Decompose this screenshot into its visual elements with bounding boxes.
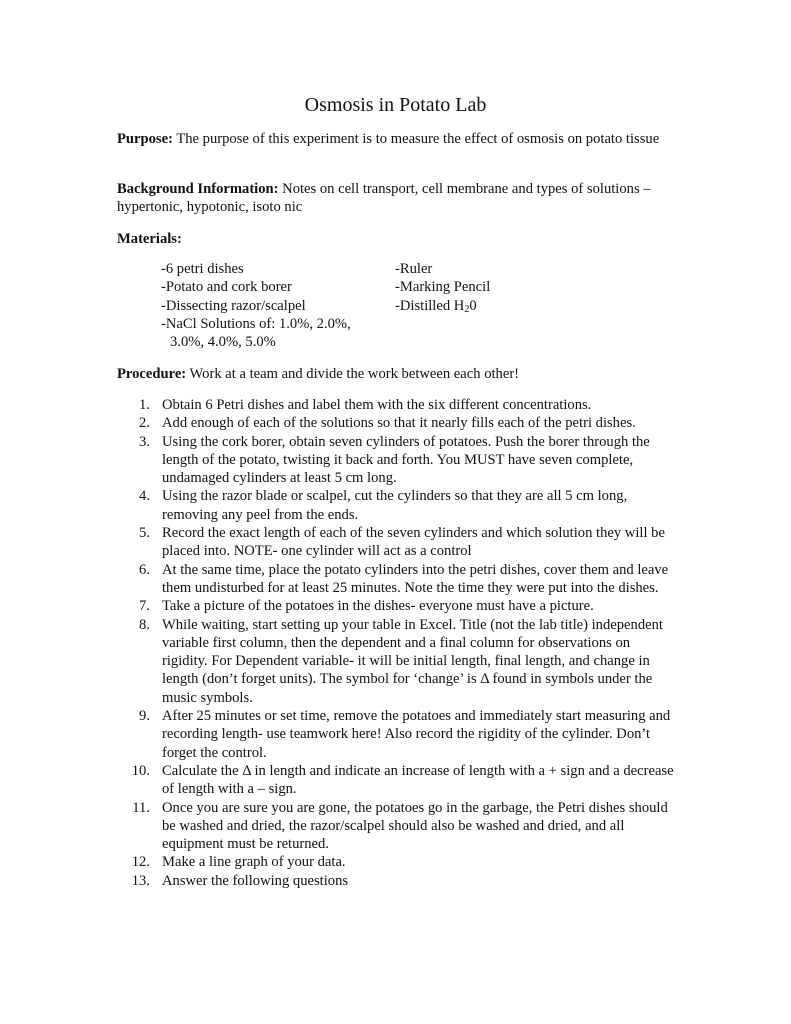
material-item: 3.0%, 4.0%, 5.0% bbox=[170, 334, 276, 351]
step-text: Obtain 6 Petri dishes and label them with the six different concentrations. bbox=[162, 397, 592, 413]
procedure-step bbox=[117, 616, 677, 707]
procedure-step bbox=[117, 396, 677, 414]
step-text: Make a line graph of your data. bbox=[162, 854, 346, 871]
step-text: While waiting, start setting up your table in Excel. Title (not the lab title) independent variable first column, then the dependent and a final column for observations on rigidity. For Dependent variable- it will be initial length, final length, and change in length (don’t forget units). The symbol for ‘change’ is Δ found in symbols under the music symbols. bbox=[162, 616, 663, 706]
step-text: Using the cork borer, obtain seven cylinders of potatoes. Push the borer through the length of the potato, twisting it back and forth. You MUST have seven complete, undamaged cylinders at least 5 cm long. bbox=[162, 433, 650, 487]
water-prefix: -Distilled H bbox=[395, 297, 465, 314]
background-paragraph bbox=[117, 180, 677, 217]
procedure-step bbox=[117, 853, 677, 871]
material-item: -Marking Pencil bbox=[395, 279, 491, 296]
procedure-step bbox=[117, 433, 677, 488]
water-suffix: 0 bbox=[469, 297, 477, 314]
step-text: After 25 minutes or set time, remove the potatoes and immediately start measuring and recording length- use teamwork here! Also record the rigidity of the cylinder. Don’t forget the control. bbox=[162, 708, 671, 761]
step-number: 2. bbox=[139, 415, 150, 432]
step-number: 13. bbox=[131, 872, 150, 889]
procedure-step bbox=[117, 414, 677, 432]
procedure-paragraph bbox=[117, 365, 677, 383]
material-item: -Ruler bbox=[395, 261, 433, 277]
step-text: Using the razor blade or scalpel, cut the cylinders so that they are all 5 cm long, removing any peel from the ends. bbox=[162, 488, 628, 523]
procedure-step bbox=[117, 524, 677, 561]
step-number: 9. bbox=[139, 708, 150, 725]
step-text: Add enough of each of the solutions so that it nearly fills each of the petri dishes. bbox=[162, 415, 636, 432]
step-number: 6. bbox=[139, 561, 150, 578]
procedure-text: Work at a team and divide the work between each other! bbox=[186, 366, 520, 382]
material-item: -NaCl Solutions of: 1.0%, 2.0%, bbox=[161, 315, 351, 332]
step-number: 1. bbox=[139, 397, 150, 413]
step-text: Record the exact length of each of the seven cylinders and which solution they will be placed into. NOTE- one cylinder will act as a control bbox=[162, 525, 665, 560]
background-label: Background Information: bbox=[117, 181, 279, 197]
step-text: Take a picture of the potatoes in the dishes- everyone must have a picture. bbox=[162, 598, 594, 615]
material-item: -Potato and cork borer bbox=[161, 279, 292, 296]
step-number: 8. bbox=[139, 616, 150, 633]
materials-list-right bbox=[395, 260, 595, 315]
step-number: 5. bbox=[139, 525, 150, 542]
material-item: -Dissecting razor/scalpel bbox=[161, 297, 306, 314]
step-text: Once you are sure you are gone, the potatoes go in the garbage, the Petri dishes should be washed and dried, the razor/scalpel should also be washed and dried, and all equipment must be returned. bbox=[162, 799, 668, 853]
water-subscript: 2 bbox=[464, 303, 470, 315]
step-number: 10. bbox=[131, 762, 150, 779]
step-number: 11. bbox=[132, 799, 150, 816]
step-text: At the same time, place the potato cylinders into the petri dishes, cover them and leave them undisturbed for at least 25 minutes. Note the time they were put into the dishes. bbox=[162, 561, 669, 596]
purpose-text: The purpose of this experiment is to measure the effect of osmosis on potato tissue bbox=[172, 131, 660, 147]
step-number: 7. bbox=[139, 598, 150, 615]
procedure-step bbox=[117, 762, 677, 799]
procedure-step bbox=[117, 872, 677, 890]
step-number: 12. bbox=[131, 854, 150, 871]
step-text: Answer the following questions bbox=[162, 872, 349, 889]
procedure-step bbox=[117, 707, 677, 762]
materials-heading bbox=[117, 230, 677, 248]
page-title: Osmosis in Potato Lab bbox=[304, 94, 487, 116]
materials-label: Materials: bbox=[117, 231, 182, 247]
purpose-label: Purpose: bbox=[117, 131, 173, 147]
material-item-water bbox=[395, 297, 595, 315]
procedure-step bbox=[117, 487, 677, 524]
step-number: 3. bbox=[139, 433, 150, 450]
procedure-steps bbox=[117, 396, 677, 890]
materials-list-left bbox=[161, 260, 386, 351]
procedure-step bbox=[117, 597, 677, 615]
procedure-label: Procedure: bbox=[117, 366, 187, 382]
purpose-paragraph bbox=[117, 130, 677, 148]
background-text: Notes on cell transport, cell membrane and types of solutions – hypertonic, hypotonic, isoto nic bbox=[117, 181, 651, 216]
step-text: Calculate the Δ in length and indicate an increase of length with a + sign and a decrease of length with a – sign. bbox=[162, 762, 674, 798]
procedure-step bbox=[117, 561, 677, 598]
step-number: 4. bbox=[139, 488, 150, 505]
procedure-step bbox=[117, 799, 677, 854]
material-item: -6 petri dishes bbox=[161, 261, 244, 277]
